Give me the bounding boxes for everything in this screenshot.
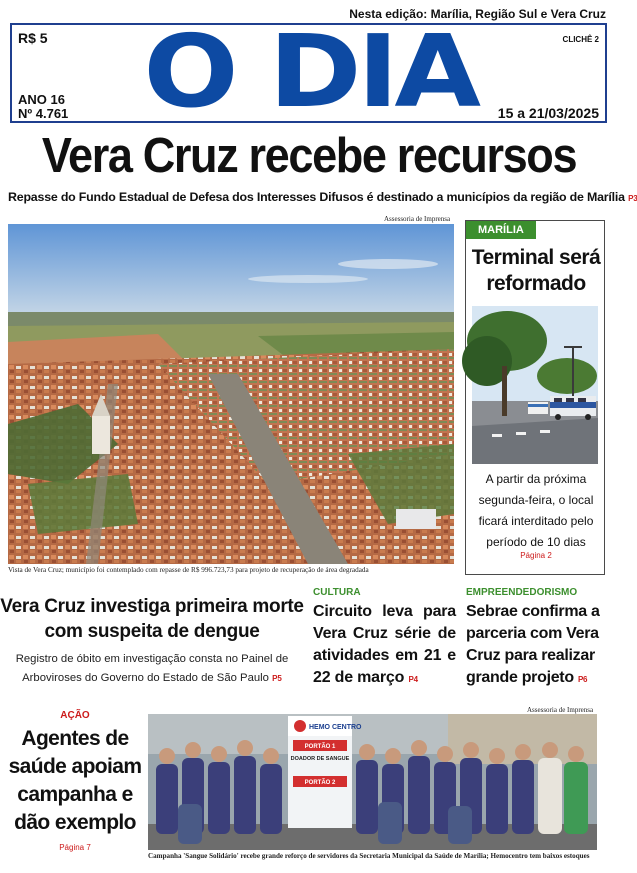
bus-terminal-illustration	[472, 306, 598, 464]
aerial-photo-illustration	[8, 224, 454, 564]
story-sebrae[interactable]	[466, 587, 608, 691]
sidebox-text: A partir da próxima segunda-feira, o local ficará interditado pelo período de 10 dias	[478, 472, 594, 549]
story-sebrae-page-ref: P6	[577, 675, 588, 684]
hemocentro-brand: HEMO CENTRO	[309, 724, 362, 731]
acao-photo-caption: Campanha 'Sangue Solidário' recebe grande reforço de servidores da Secretaria Municipal da Saúde de Marília; Hemocentro tem baixos estoques	[148, 852, 590, 860]
section-tag-marilia: MARÍLIA	[466, 221, 536, 239]
story-dengue-title[interactable]: Vera Cruz investiga primeira morte com suspeita de dengue	[0, 596, 304, 642]
sidebox-page-link[interactable]: Página 2	[520, 551, 552, 560]
lead-page-ref: P3	[628, 194, 637, 203]
issue-year: ANO 16	[18, 92, 65, 107]
terminal-sidebox[interactable]	[465, 220, 605, 575]
bus-terminal-photo[interactable]	[472, 306, 598, 464]
story-dengue[interactable]	[0, 594, 304, 688]
acao-photo-credit: Assessoria de Imprensa	[527, 706, 594, 714]
story-cultura[interactable]	[313, 587, 456, 691]
edition-line: Nesta edição: Marília, Região Sul e Vera Cruz	[349, 7, 606, 21]
price: R$ 5	[18, 30, 48, 46]
banner-line-3: PORTÃO 2	[304, 780, 336, 786]
lead-photo-credit: Assessoria de Imprensa	[384, 215, 451, 223]
section-tag-empreendedorismo: EMPREENDEDORISMO	[466, 587, 578, 598]
story-cultura-page-ref: P4	[408, 675, 418, 684]
issue-date: 15 a 21/03/2025	[497, 105, 599, 121]
newspaper-logo: O DIA	[143, 13, 477, 130]
lead-subhead[interactable]	[8, 190, 637, 204]
story-acao[interactable]	[8, 710, 142, 852]
aerial-city-photo[interactable]	[8, 224, 454, 564]
issue-info	[18, 93, 68, 121]
banner-line-1: PORTÃO 1	[304, 744, 336, 750]
story-acao-page-link[interactable]: Página 7	[59, 843, 91, 852]
banner-line-2: DOADOR DE SANGUE	[290, 756, 350, 762]
story-dengue-summary: Registro de óbito em investigação consta no Painel de Arboviroses do Governo do Estado de São Paulo	[15, 653, 289, 684]
lead-subhead-text: Repasse do Fundo Estadual de Defesa dos Interesses Difusos é destinado a municípios da região de Marília	[8, 190, 625, 204]
story-dengue-text	[0, 650, 304, 688]
sidebox-title[interactable]: Terminal será reformado	[471, 246, 601, 295]
story-acao-title[interactable]: Agentes de saúde apoiam campanha e dão exemplo	[8, 727, 142, 834]
cliche-label: CLICHÊ 2	[562, 35, 599, 44]
story-sebrae-title[interactable]	[466, 601, 608, 691]
story-sebrae-title-text: Sebrae confirma a parceria com Vera Cruz para realizar grande projeto	[466, 603, 600, 686]
group-photo-illustration	[148, 714, 597, 850]
section-tag-acao: AÇÃO	[60, 710, 90, 721]
story-cultura-title[interactable]	[313, 601, 456, 691]
story-cultura-title-text: Circuito leva para Vera Cruz série de atividades em 21 e 22 de março	[313, 603, 456, 686]
lead-headline[interactable]: Vera Cruz recebe recursos	[41, 129, 577, 183]
story-dengue-page-ref: P5	[272, 674, 282, 683]
lead-photo-caption: Vista de Vera Cruz; município foi contemplado com repasse de R$ 996.723,73 para projeto de recuperação de área degradada	[8, 566, 369, 574]
health-agents-group-photo[interactable]	[148, 714, 597, 850]
section-tag-cultura: CULTURA	[313, 587, 361, 598]
issue-number: Nº 4.761	[18, 106, 69, 121]
